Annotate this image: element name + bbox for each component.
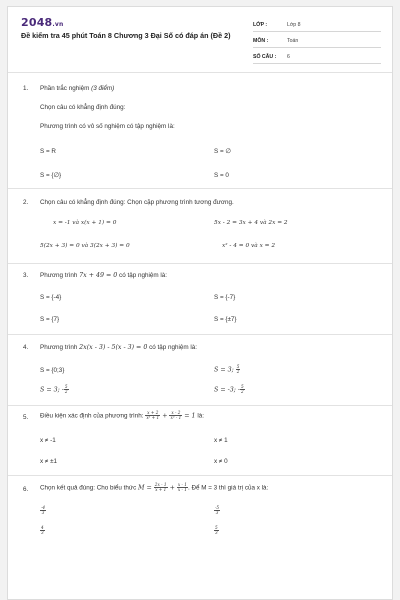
answer-option-a[interactable]: x ≠ -1 xyxy=(40,437,56,444)
answer-option-c[interactable]: 5(2x + 3) = 0 và 3(2x + 3) = 0 xyxy=(40,243,130,249)
meta-class: LỚP : Lớp 8 xyxy=(253,18,381,32)
answer-option-a[interactable]: S = {0;3} xyxy=(40,367,65,374)
site-logo[interactable]: 2048.vn xyxy=(21,16,64,29)
answer-option-c[interactable]: $\frac{4}{3}$ xyxy=(41,525,44,536)
meta-question-count: SỐ CÂU : 6 xyxy=(253,50,381,64)
question-prompt: Phương trình 7x + 49 = 0 có tập nghiệm là: xyxy=(40,272,168,279)
answer-option-a[interactable]: S = R xyxy=(40,148,56,155)
question-subprompt: Phương trình có vô số nghiệm có tập nghiệm là: xyxy=(40,123,175,130)
answer-option-b[interactable]: 5x - 2 = 3x + 4 và 2x = 2 xyxy=(214,220,288,226)
answer-option-d[interactable]: S = -3; - $\frac{5}{2}$ xyxy=(214,384,244,395)
answer-option-c[interactable]: S = 3; - $\frac{5}{2}$ xyxy=(40,384,68,395)
divider xyxy=(8,334,393,335)
answer-option-b[interactable]: S = ∅ xyxy=(214,148,231,155)
answer-option-b[interactable]: S = {-7} xyxy=(214,294,236,301)
answer-option-a[interactable]: S = {-4} xyxy=(40,294,62,301)
answer-option-a[interactable]: $\frac{-4}{3}$ xyxy=(41,505,46,516)
meta-subject: MÔN : Toán xyxy=(253,34,381,48)
answer-option-d[interactable]: x² - 4 = 0 và x = 2 xyxy=(222,243,276,249)
answer-option-c[interactable]: S = {∅} xyxy=(40,172,62,179)
divider xyxy=(8,475,393,476)
document-header xyxy=(8,7,393,69)
answer-option-d[interactable]: S = 0 xyxy=(214,172,229,179)
answer-option-a[interactable]: x = -1 và x(x + 1) = 0 xyxy=(53,220,117,226)
divider xyxy=(8,263,393,264)
answer-option-d[interactable]: $\frac{5}{3}$ xyxy=(215,525,218,536)
answer-option-b[interactable]: x ≠ 1 xyxy=(214,437,228,444)
document-meta xyxy=(253,18,381,66)
answer-option-b[interactable]: $\frac{-5}{3}$ xyxy=(215,505,220,516)
answer-option-c[interactable]: x ≠ ±1 xyxy=(40,458,58,465)
question-prompt: Phương trình 2x(x - 3) - 5(x - 3) = 0 có tập nghiệm là: xyxy=(40,344,198,351)
divider xyxy=(8,72,393,73)
question-prompt: Chọn câu có khẳng định đúng: Chọn cặp phương trình tương đương. xyxy=(40,199,234,206)
answer-option-d[interactable]: S = {±7} xyxy=(214,316,237,323)
divider xyxy=(8,405,393,406)
question-prompt: Điều kiện xác định của phương trình: $\frac{x + 2}{\text{x² + 1}}$ + $\frac{x - 2}{\text{x² - 1}}$ = 1 là: xyxy=(40,410,204,421)
document-page: 2048.vn Đề kiểm tra 45 phút Toán 8 Chương 3 Đại Số có đáp án (Đề 2) LỚP : Lớp 8 MÔN : Toán SỐ CÂU : 6 1. Phần trắc nghiệm (3 điểm) Chọn câu có khẳng định đúng: Phương trình có vô số nghiệm có tập nghiệm là: S = R S = ∅ S = {∅} S = 0 2. Chọn câu có khẳng định đúng: Chọn cặp phương trình tương đương. x = -1 và x(x + 1) = 0 5x - 2 = 3x + 4 và 2x = 2 5(2x + 3) = 0 và 3(2x + 3) = 0 x² - 4 = 0 và x = 2 3. Phương trình 7x + 49 = 0 có tập nghiệm là: S = {-4} S = {-7} S = {7} S = {±7} 4. Phương trình 2x(x - 3) - 5(x - 3) = 0 có tập nghiệm là: S = {0;3} S = 3; $\frac{5}{2}$ S = 3; - $\frac{5}{2}$ S = -3; - $\frac{5}{2}$ 5. Điều kiện xác định của phương trình: $\frac{x + 2}{\text{x² + 1}}$ + $\frac{x - 2}{\text{x² - 1}}$ = 1 là: x ≠ -1 x ≠ 1 x ≠ ±1 x ≠ 0 6. Chọn kết quả đúng: Cho biểu thức M = $\frac{2x - 1}{x + 1}$ + $\frac{x - 1}{x - 1}$ . Để M = 3 thì giá trị của x là: $\frac{-4}{3}$ $\frac{-5}{3}$ $\frac{4}{3}$ $\frac{5}{3}$ xyxy=(7,6,393,600)
document-title: Đề kiểm tra 45 phút Toán 8 Chương 3 Đại Số có đáp án (Đề 2) xyxy=(21,31,231,40)
answer-option-b[interactable]: S = 3; $\frac{5}{2}$ xyxy=(214,364,240,375)
answer-option-c[interactable]: S = {7} xyxy=(40,316,60,323)
question-prompt: Phần trắc nghiệm (3 điểm) xyxy=(40,85,115,92)
question-prompt: Chọn kết quả đúng: Cho biểu thức M = $\frac{2x - 1}{x + 1}$ + $\frac{x - 1}{x - 1}$ . Để M = 3 thì giá trị của x là: xyxy=(40,482,269,493)
divider xyxy=(8,188,393,189)
answer-option-d[interactable]: x ≠ 0 xyxy=(214,458,228,465)
question-subprompt: Chọn câu có khẳng định đúng: xyxy=(40,104,126,111)
